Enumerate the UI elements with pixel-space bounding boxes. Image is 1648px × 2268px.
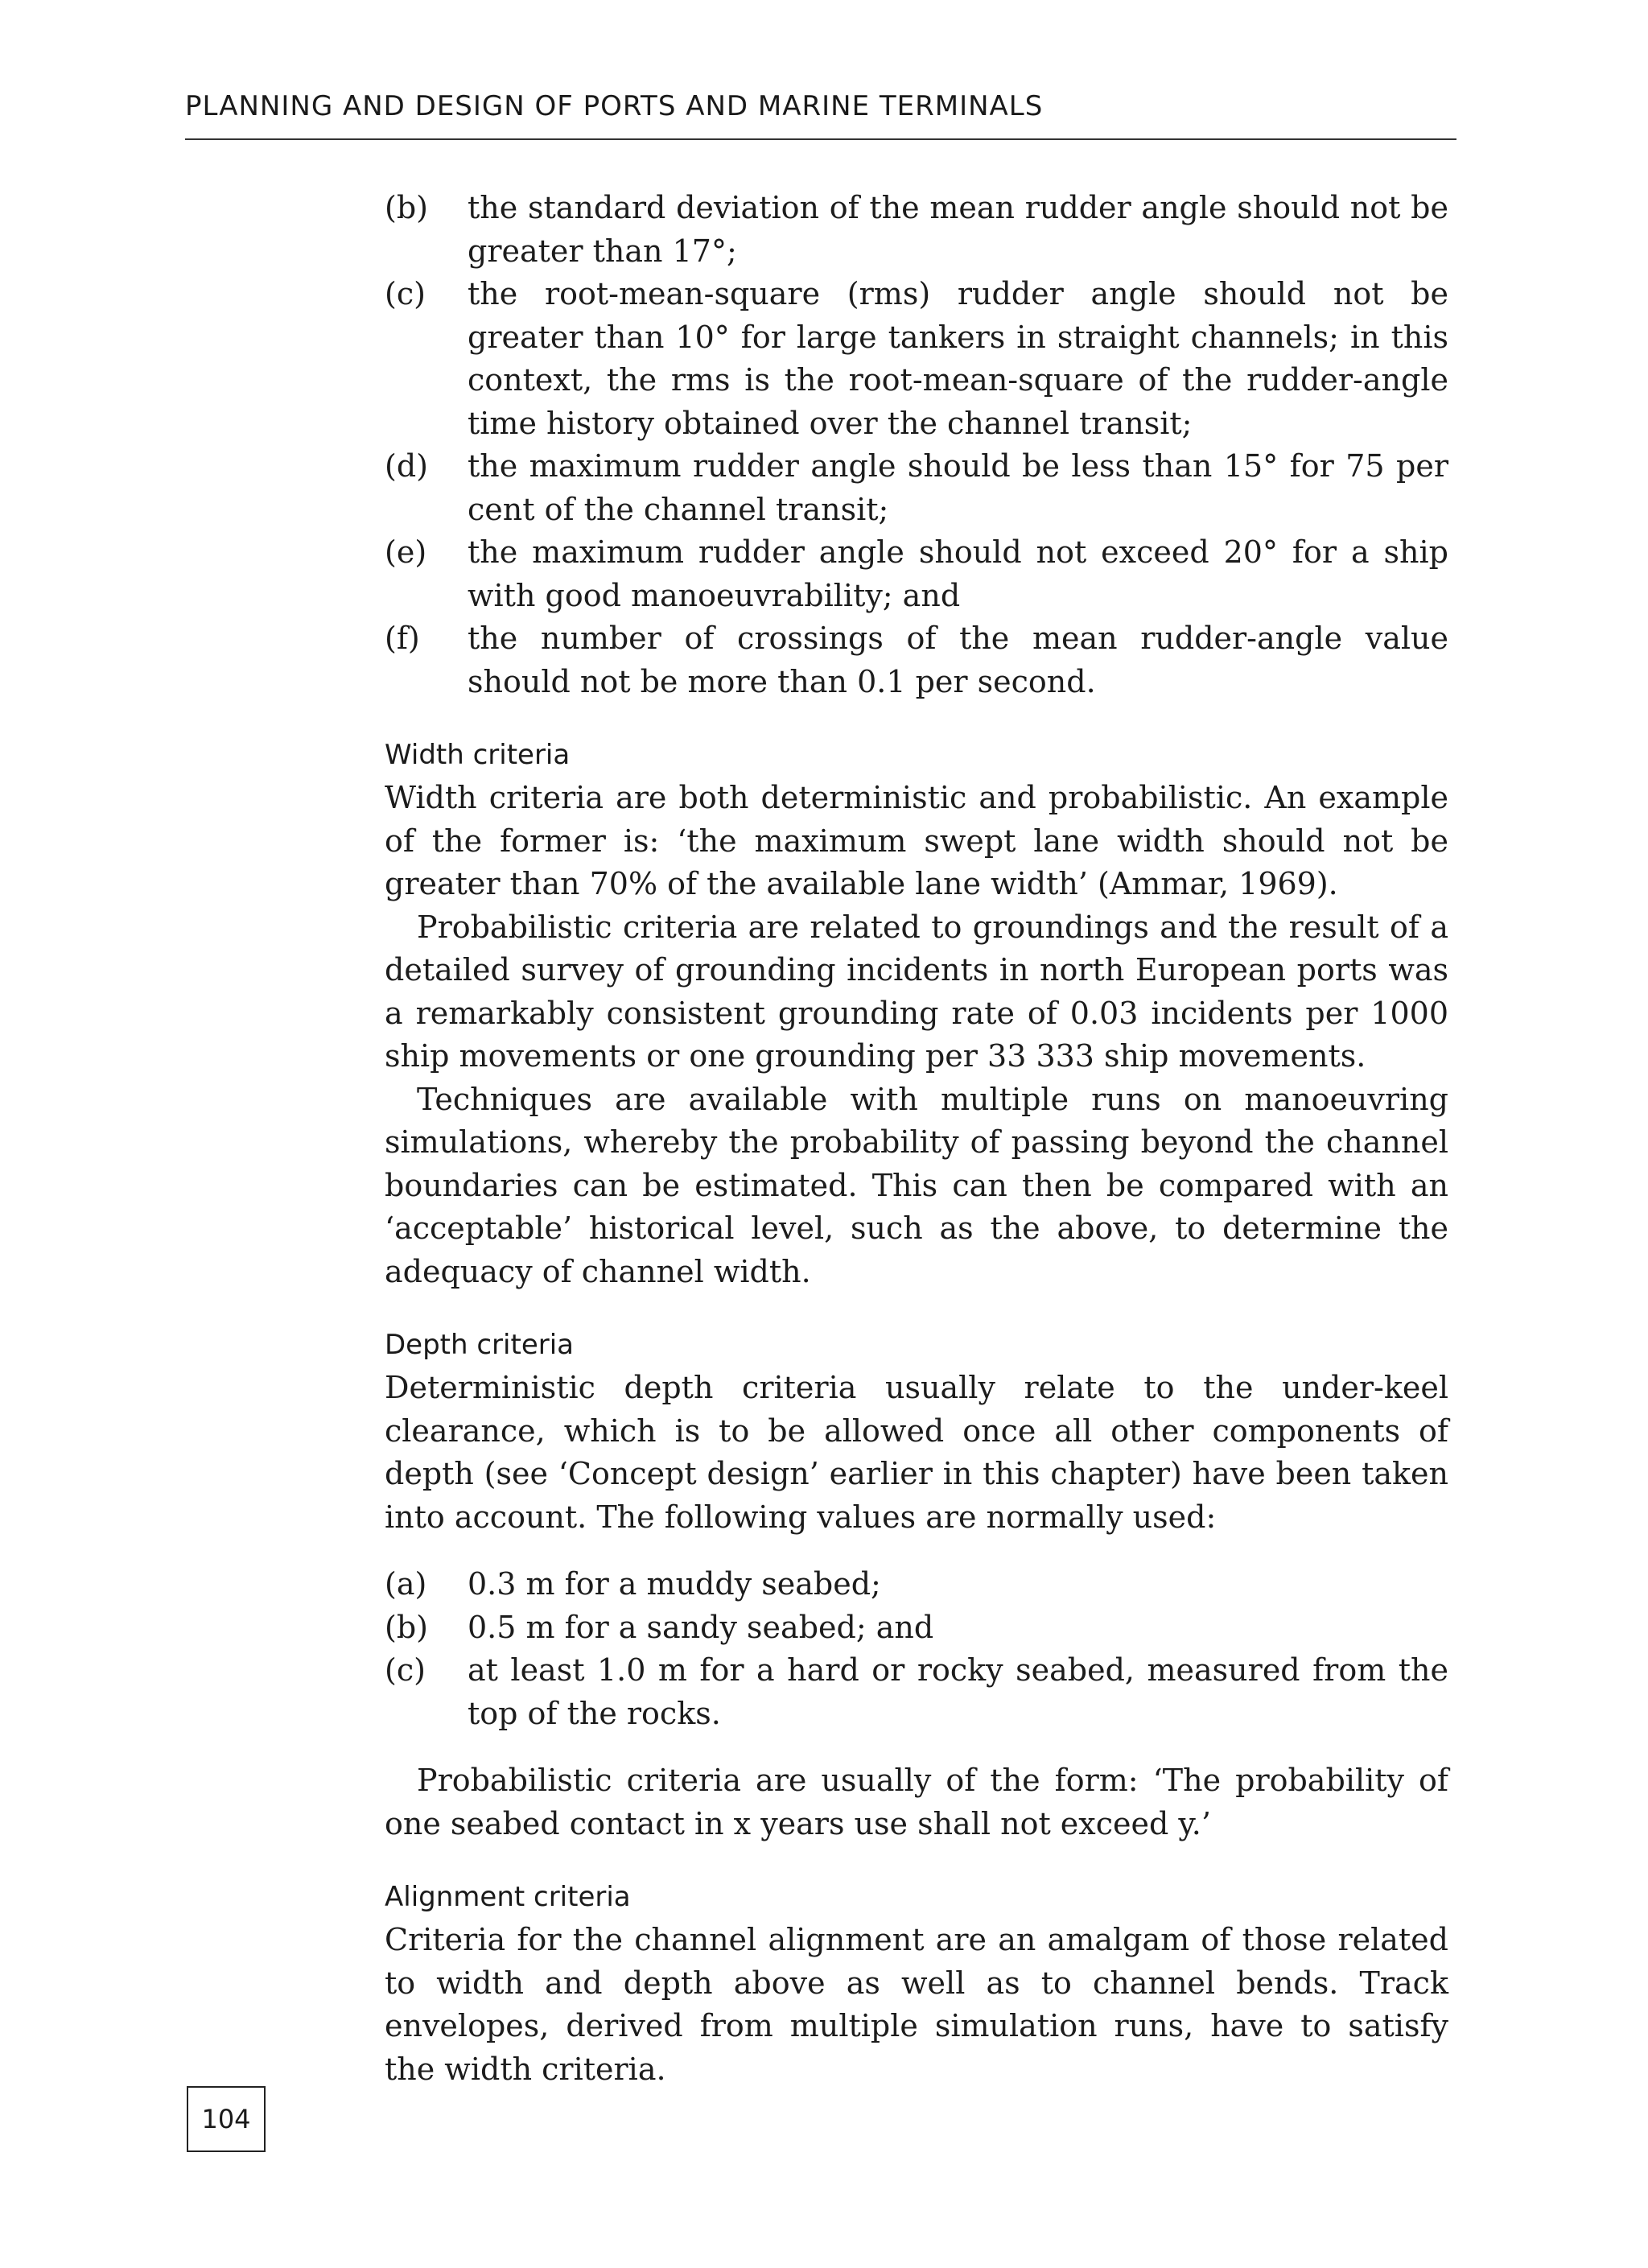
list-item-text: the maximum rudder angle should be less than 15° for 75 per cent of the channel transit; xyxy=(468,448,1448,527)
list-item xyxy=(385,1606,1448,1650)
list-item-label: (d) xyxy=(385,448,428,484)
list-item-label: (f) xyxy=(385,621,420,656)
list-item xyxy=(385,1649,1448,1735)
list-item-label: (a) xyxy=(385,1566,427,1602)
list-item-text: the standard deviation of the mean rudder angle should not be greater than 17°; xyxy=(468,190,1448,269)
list-item-text: the number of crossings of the mean rudder-angle value should not be more than 0.1 per second. xyxy=(468,621,1448,699)
list-item xyxy=(385,531,1448,617)
list-item-text: the root-mean-square (rms) rudder angle should not be greater than 10° for large tankers in straight channels; in this context, the rms is the root-mean-square of the rudder-angle time history obtained over the channel transit; xyxy=(468,276,1448,441)
width-criteria-heading: Width criteria xyxy=(385,739,571,771)
rudder-criteria-list xyxy=(385,187,1448,703)
width-paragraph-1: Width criteria are both deterministic and probabilistic. An example of the former is: ‘the maximum swept lane width should not be greater than 70% of the available lane width’ (Ammar, 1969). xyxy=(385,780,1448,901)
list-item-label: (b) xyxy=(385,1609,428,1645)
list-item xyxy=(385,187,1448,273)
alignment-criteria-heading: Alignment criteria xyxy=(385,1881,631,1913)
page-number: 104 xyxy=(187,2086,266,2152)
list-item-label: (c) xyxy=(385,1652,426,1688)
list-item-text: the maximum rudder angle should not exceed 20° for a ship with good manoeuvrability; and xyxy=(468,534,1448,613)
list-item-text: at least 1.0 m for a hard or rocky seabed, measured from the top of the rocks. xyxy=(468,1652,1448,1731)
list-item xyxy=(385,1563,1448,1606)
depth-intro-paragraph: Deterministic depth criteria usually relate to the under-keel clearance, which is to be allowed once all other components of depth (see ‘Concept design’ earlier in this chapter) have been taken into account. The following values are normally used: xyxy=(385,1370,1448,1535)
list-item-label: (b) xyxy=(385,190,428,225)
running-header: PLANNING AND DESIGN OF PORTS AND MARINE TERMINALS xyxy=(185,90,1044,122)
alignment-paragraph: Criteria for the channel alignment are an amalgam of those related to width and depth above as well as to channel bends. Track envelopes, derived from multiple simulation runs, have to satisfy the width criteria. xyxy=(385,1922,1448,2087)
list-item-label: (e) xyxy=(385,534,427,570)
depth-criteria-heading: Depth criteria xyxy=(385,1329,574,1361)
width-paragraph-2: Probabilistic criteria are related to groundings and the result of a detailed survey of grounding incidents in north European ports was a remarkably consistent grounding rate of 0.03 incidents per 1000 ship movements or one grounding per 33 333 ship movements. xyxy=(385,909,1448,1074)
depth-values-list xyxy=(385,1563,1448,1735)
header-rule xyxy=(185,138,1456,140)
width-paragraph-3: Techniques are available with multiple runs on manoeuvring simulations, whereby the probability of passing beyond the channel boundaries can be estimated. This can then be compared with an ‘acceptable’ historical level, such as the above, to determine the adequacy of channel width. xyxy=(385,1081,1448,1289)
list-item-text: 0.3 m for a muddy seabed; xyxy=(468,1566,881,1602)
page-body xyxy=(385,187,1448,2091)
list-item-text: 0.5 m for a sandy seabed; and xyxy=(468,1609,934,1645)
list-item xyxy=(385,445,1448,531)
list-item-label: (c) xyxy=(385,276,426,311)
list-item xyxy=(385,617,1448,703)
depth-closing-paragraph: Probabilistic criteria are usually of the form: ‘The probability of one seabed contact in x years use shall not exceed y.’ xyxy=(385,1763,1448,1841)
list-item xyxy=(385,273,1448,445)
